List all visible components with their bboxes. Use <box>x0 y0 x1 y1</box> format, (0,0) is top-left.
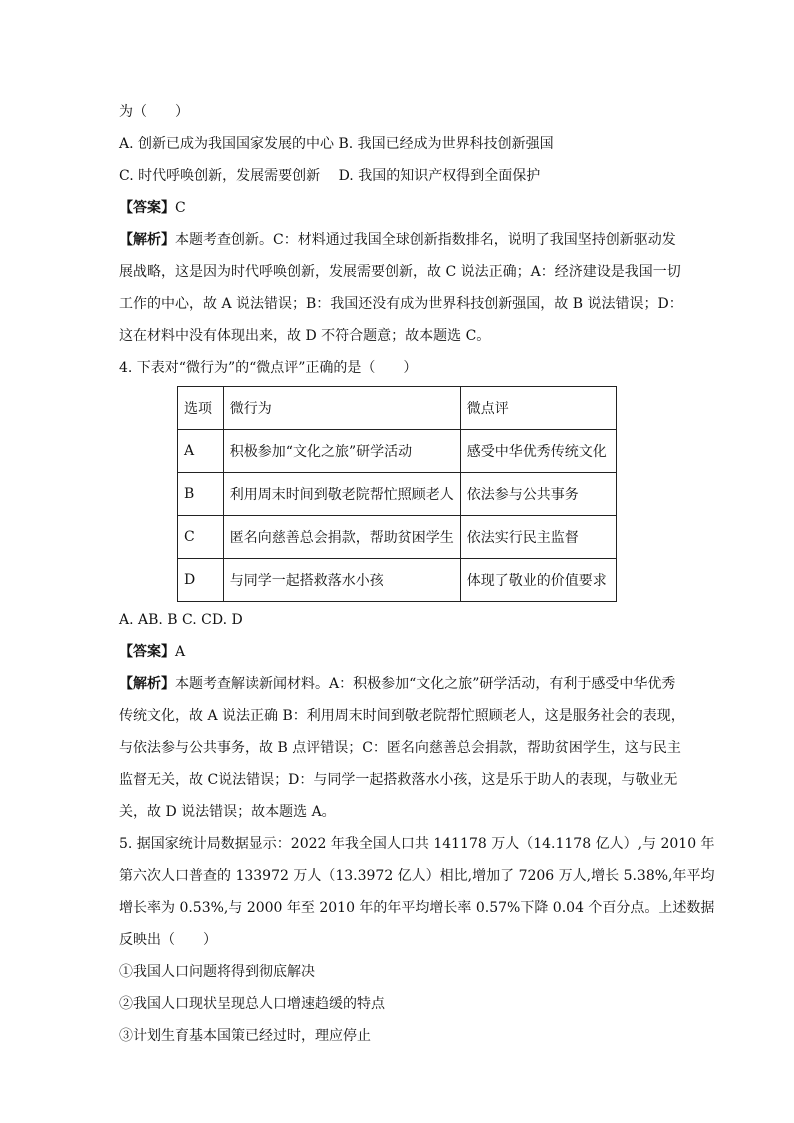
table-row <box>178 430 617 473</box>
q4-analysis-line-3: 与依法参与公共事务，故 B 点评错误；C：匿名向慈善总会捐款，帮助贫困学生，这与民主 <box>119 740 681 756</box>
q5-stem-line-4: 反映出（ ） <box>119 932 217 948</box>
q4-analysis-line-2: 传统文化，故 A 说法正确 B：利用周末时间到敬老院帮忙照顾老人，这是服务社会的表现， <box>119 708 685 724</box>
q4-answer-label: 【答案】 <box>119 644 175 660</box>
q3-answer <box>119 192 679 224</box>
q3-analysis-text: 本题考查创新。C：材料通过我国全球创新指数排名，说明了我国坚持创新驱动发 <box>175 232 676 248</box>
q3-option-d: D. 我国的知识产权得到全面保护 <box>338 168 541 184</box>
q3-analysis-line-3: 工作的中心，故 A 说法错误；B：我国还没有成为世界科技创新强国，故 B 说法错误；D： <box>119 296 683 312</box>
q5-stem-line-2: 第六次人口普查的 133972 万人（13.3972 亿人）相比,增加了 7206 万人,增长 5.38%,年平均 <box>119 868 715 884</box>
q4-analysis-text: 本题考查解读新闻材料。A：积极参加“文化之旅”研学活动，有利于感受中华优秀 <box>175 676 676 692</box>
q3-options-row-1 <box>119 128 679 160</box>
q3-answer-value: C <box>175 200 186 216</box>
q4-options: A. AB. B C. CD. D <box>119 612 243 628</box>
table-cell: 匿名向慈善总会捐款，帮助贫困学生 <box>223 516 460 559</box>
q4-stem: 4. 下表对“微行为”的“微点评”正确的是（ ） <box>119 360 418 376</box>
table-row <box>178 559 617 602</box>
q4-answer <box>119 636 679 668</box>
table-cell: 积极参加“文化之旅”研学活动 <box>223 430 460 473</box>
document-page <box>119 96 715 1052</box>
q3-option-a: A. 创新已成为我国国家发展的中心 <box>119 136 335 152</box>
q3-analysis-line-2: 展战略，这是因为时代呼唤创新，发展需要创新，故 C 说法正确；A：经济建设是我国一切 <box>119 264 681 280</box>
table-cell: 与同学一起搭救落水小孩 <box>223 559 460 602</box>
table-header-cell: 选项 <box>178 387 224 430</box>
q3-analysis-label: 【解析】 <box>119 232 175 248</box>
q4-analysis-line-1 <box>119 668 679 700</box>
q5-item-2: ②我国人口现状呈现总人口增速趋缓的特点 <box>119 996 385 1012</box>
q5-stem-line-3: 增长率为 0.53%,与 2000 年至 2010 年的年平均增长率 0.57%下降 0.04 个百分点。上述数据 <box>119 900 715 916</box>
q3-answer-label: 【答案】 <box>119 200 175 216</box>
q3-stem-tail: 为（ ） <box>119 104 189 120</box>
table-header-row <box>178 387 617 430</box>
q5-stem-line-1: 5. 据国家统计局数据显示：2022 年我全国人口共 141178 万人（14.1178 亿人）,与 2010 年 <box>119 836 715 852</box>
q3-option-c: C. 时代呼唤创新，发展需要创新 <box>119 168 321 184</box>
q3-analysis-line-4: 这在材料中没有体现出来，故 D 不符合题意；故本题选 C。 <box>119 328 491 344</box>
q4-analysis-label: 【解析】 <box>119 676 175 692</box>
q4-analysis-line-5: 关，故 D 说法错误；故本题选 A。 <box>119 804 336 820</box>
table-cell: 依法参与公共事务 <box>460 473 616 516</box>
table-cell: 依法实行民主监督 <box>460 516 616 559</box>
table-header-cell: 微行为 <box>223 387 460 430</box>
table-cell: 感受中华优秀传统文化 <box>460 430 616 473</box>
q5-item-3: ③计划生育基本国策已经过时，理应停止 <box>119 1028 371 1044</box>
table-cell: C <box>178 516 224 559</box>
q4-analysis-line-4: 监督无关，故 C说法错误；D：与同学一起搭救落水小孩，这是乐于助人的表现，与敬业无 <box>119 772 678 788</box>
table-cell: 利用周末时间到敬老院帮忙照顾老人 <box>223 473 460 516</box>
q3-analysis-line-1 <box>119 224 679 256</box>
table-cell: A <box>178 430 224 473</box>
q5-item-1: ①我国人口问题将得到彻底解决 <box>119 964 315 980</box>
table-cell: 体现了敬业的价值要求 <box>460 559 616 602</box>
table-row <box>178 473 617 516</box>
q4-answer-value: A <box>175 644 186 660</box>
table-row <box>178 516 617 559</box>
table-cell: B <box>178 473 224 516</box>
table-cell: D <box>178 559 224 602</box>
table-header-cell: 微点评 <box>460 387 616 430</box>
q3-options-row-2 <box>119 160 679 192</box>
q3-option-b: B. 我国已经成为世界科技创新强国 <box>338 136 554 152</box>
q4-table <box>177 386 617 602</box>
